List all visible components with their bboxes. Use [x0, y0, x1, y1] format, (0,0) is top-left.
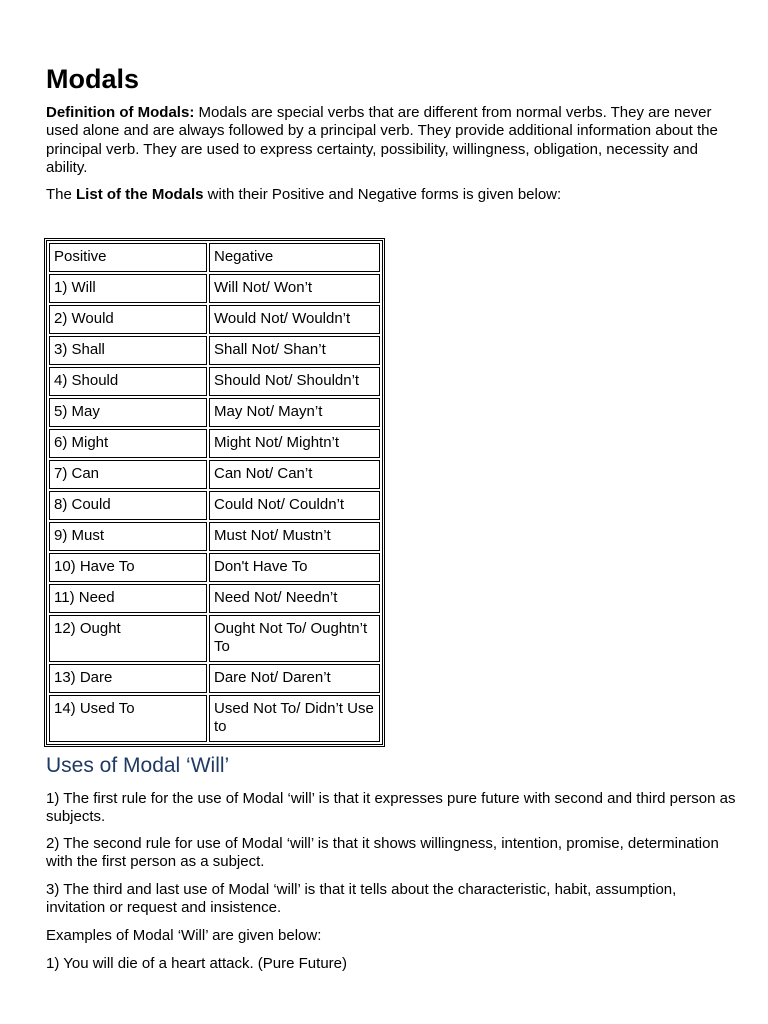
negative-cell: Don't Have To: [209, 553, 380, 582]
list-intro-before: The: [46, 186, 77, 203]
positive-cell: 7) Can: [49, 460, 207, 489]
negative-cell: Shall Not/ Shan’t: [209, 336, 380, 365]
positive-cell: 5) May: [49, 398, 207, 427]
table-row: [49, 460, 380, 489]
positive-cell: 12) Ought: [49, 615, 207, 662]
table-row: [49, 367, 380, 396]
negative-cell: May Not/ Mayn’t: [209, 398, 380, 427]
positive-cell: 8) Could: [49, 491, 207, 520]
table-row: [49, 522, 380, 551]
rule-paragraph: 1) The first rule for the use of Modal ‘will’ is that it expresses pure future with second and third person as subjects.: [46, 790, 736, 826]
negative-cell: Dare Not/ Daren’t: [209, 664, 380, 693]
table-row: [49, 553, 380, 582]
table-row: [49, 398, 380, 427]
positive-cell: 11) Need: [49, 584, 207, 613]
table-row: [49, 274, 380, 303]
positive-cell: 14) Used To: [49, 695, 207, 742]
negative-cell: Need Not/ Needn’t: [209, 584, 380, 613]
table-row: [49, 305, 380, 334]
positive-cell: 1) Will: [49, 274, 207, 303]
positive-cell: 13) Dare: [49, 664, 207, 693]
table-row: [49, 664, 380, 693]
negative-cell: Must Not/ Mustn’t: [209, 522, 380, 551]
positive-cell: 3) Shall: [49, 336, 207, 365]
list-intro-after: with their Positive and Negative forms is given below:: [203, 186, 562, 203]
definition-paragraph: [46, 104, 736, 177]
table-row: [49, 615, 380, 662]
modals-table: [46, 240, 383, 745]
negative-cell: Would Not/ Wouldn’t: [209, 305, 380, 334]
positive-cell: 10) Have To: [49, 553, 207, 582]
negative-cell: Can Not/ Can’t: [209, 460, 380, 489]
definition-text: Modals are special verbs that are different from normal verbs. They are never used alone and are always followed by a principal verb. They provide additional information about the principal verb. They are used to express certainty, possibility, willingness, obligation, necessity and ability.: [46, 104, 718, 176]
example-item: 1) You will die of a heart attack. (Pure Future): [46, 955, 347, 972]
header-positive: Positive: [49, 243, 207, 272]
section-heading: Uses of Modal ‘Will’: [46, 754, 230, 777]
negative-cell: Will Not/ Won’t: [209, 274, 380, 303]
list-intro-paragraph: [46, 186, 736, 204]
rule-paragraph: 3) The third and last use of Modal ‘will’ is that it tells about the characteristic, habit, assumption, invitation or request and insistence.: [46, 881, 677, 917]
positive-cell: 4) Should: [49, 367, 207, 396]
rule-paragraph: 2) The second rule for use of Modal ‘will’ is that it shows willingness, intention, promise, determination with the first person as a subject.: [46, 835, 719, 871]
positive-cell: 6) Might: [49, 429, 207, 458]
positive-cell: 9) Must: [49, 522, 207, 551]
negative-cell: Might Not/ Mightn’t: [209, 429, 380, 458]
header-negative: Negative: [209, 243, 380, 272]
table-row: [49, 336, 380, 365]
table-row: [49, 491, 380, 520]
negative-cell: Should Not/ Shouldn’t: [209, 367, 380, 396]
page-title: Modals: [46, 64, 140, 94]
list-intro-bold: List of the Modals: [76, 186, 204, 203]
negative-cell: Ought Not To/ Oughtn’t To: [209, 615, 380, 662]
table-header-row: [49, 243, 380, 272]
definition-label: Definition of Modals:: [46, 104, 195, 121]
table-row: [49, 695, 380, 742]
examples-intro: Examples of Modal ‘Will’ are given below:: [46, 927, 322, 944]
negative-cell: Used Not To/ Didn’t Use to: [209, 695, 380, 742]
positive-cell: 2) Would: [49, 305, 207, 334]
table-row: [49, 584, 380, 613]
table-row: [49, 429, 380, 458]
negative-cell: Could Not/ Couldn’t: [209, 491, 380, 520]
